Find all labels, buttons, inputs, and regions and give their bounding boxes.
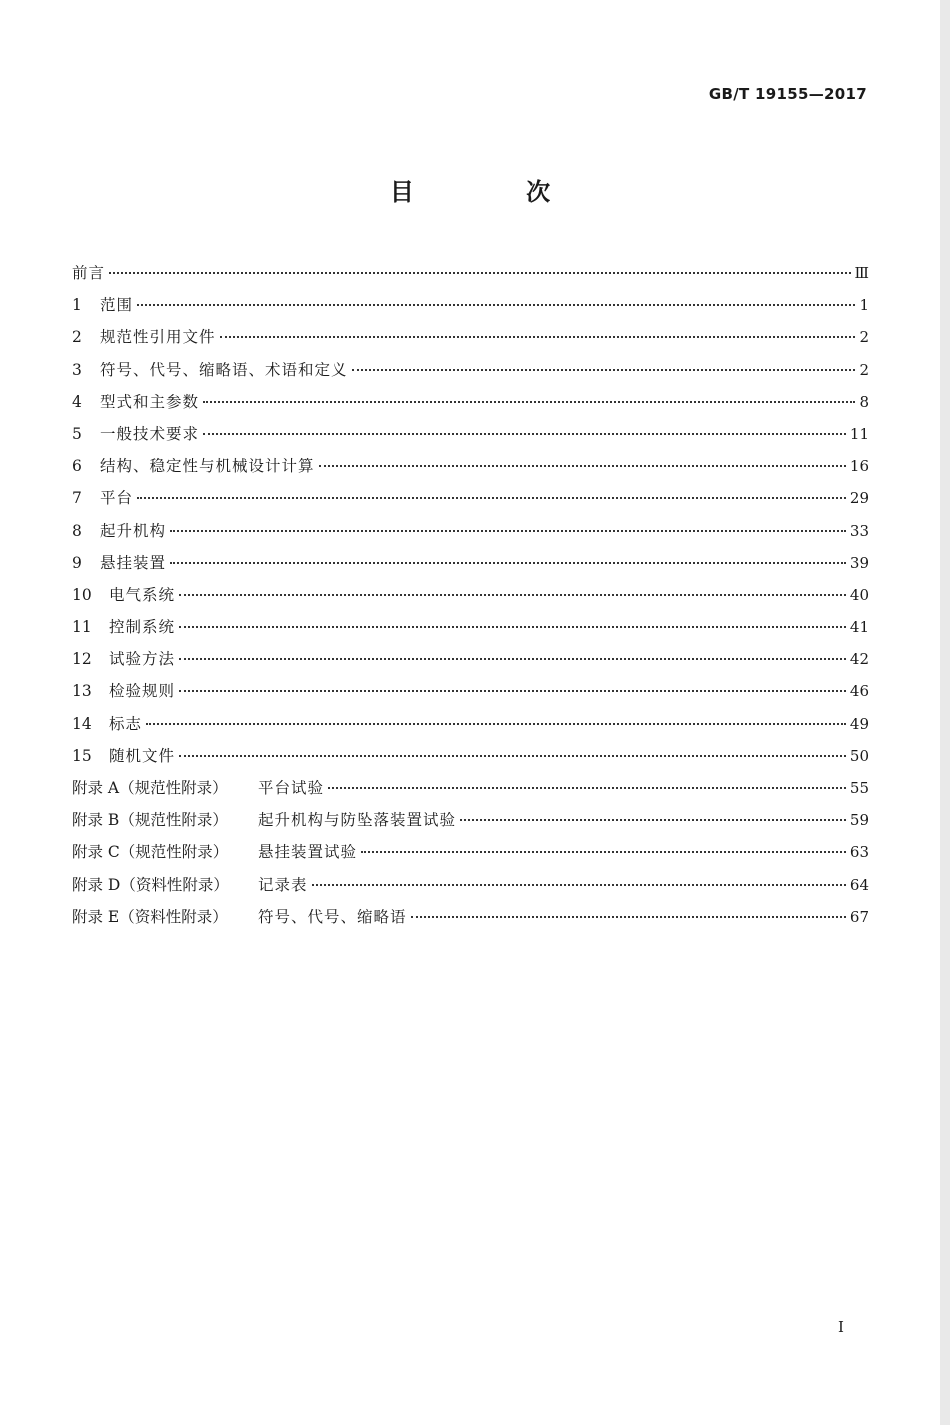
dot-leader (179, 594, 846, 596)
toc-entry-label: 结构、稳定性与机械设计计算 (100, 457, 315, 476)
toc-entry-page: 39 (849, 553, 869, 572)
toc-entry-label: 起升机构与防坠落装置试验 (258, 811, 457, 830)
toc-entry-number: 3 (72, 360, 82, 379)
toc-entry-label: 平台 (100, 489, 134, 508)
toc-entry[interactable] (72, 740, 869, 772)
dot-leader (109, 272, 851, 274)
toc-entry-page: 16 (849, 457, 869, 476)
toc-entry-number: 14 (72, 714, 92, 733)
dot-leader (411, 916, 846, 918)
toc-entry-label: 记录表 (258, 875, 308, 894)
toc-entry-page: 46 (849, 682, 869, 701)
page-number: I (838, 1318, 844, 1336)
dot-leader (179, 755, 846, 757)
toc-entry-number: 13 (72, 682, 92, 701)
toc-entry[interactable] (72, 643, 869, 675)
dot-leader (146, 723, 846, 725)
toc-entry[interactable] (72, 547, 869, 579)
toc-entry-number: 8 (72, 521, 82, 540)
toc-entry-number: 附录 B（规范性附录） (72, 811, 228, 830)
page-title: 目 次 (389, 178, 603, 206)
toc-entry[interactable] (72, 482, 869, 514)
toc-entry-page: 40 (849, 585, 869, 604)
toc-entry[interactable] (72, 321, 869, 353)
dot-leader (352, 369, 856, 371)
toc-entry[interactable] (72, 772, 869, 804)
dot-leader (179, 626, 846, 628)
toc-entry-label: 电气系统 (109, 585, 176, 604)
toc-entry[interactable] (72, 611, 869, 643)
toc-entry-number: 2 (72, 328, 82, 347)
toc-entry-number: 10 (72, 585, 92, 604)
table-of-contents (72, 257, 869, 933)
toc-entry-page: 59 (849, 811, 869, 830)
toc-entry-page: 11 (849, 424, 869, 443)
standard-code: GB/T 19155—2017 (708, 85, 867, 103)
toc-entry-page: 42 (849, 650, 869, 669)
toc-entry-label: 随机文件 (109, 746, 176, 765)
dot-leader (328, 787, 846, 789)
toc-entry-number: 附录 A（规范性附录） (72, 779, 228, 797)
toc-entry-page: 33 (849, 521, 869, 540)
toc-entry-label: 型式和主参数 (100, 392, 200, 411)
toc-entry[interactable] (72, 675, 869, 707)
toc-entry-page: 55 (849, 779, 869, 797)
toc-entry[interactable] (72, 869, 869, 901)
dot-leader (137, 497, 846, 499)
toc-entry-page: 63 (849, 843, 869, 862)
toc-entry-label: 符号、代号、缩略语 (258, 907, 407, 926)
toc-entry-label: 检验规则 (109, 682, 176, 701)
toc-entry-label: 范围 (100, 296, 134, 315)
toc-entry-page: 1 (859, 296, 869, 315)
toc-entry[interactable] (72, 289, 869, 321)
toc-entry-page: 49 (849, 714, 869, 733)
toc-entry-label: 标志 (109, 714, 143, 733)
toc-entry-label: 前言 (72, 264, 106, 282)
toc-entry-label: 符号、代号、缩略语、术语和定义 (100, 360, 348, 379)
dot-leader (170, 530, 846, 532)
toc-entry-page: 8 (859, 392, 869, 411)
toc-entry-number: 12 (72, 650, 92, 669)
toc-entry-number: 9 (72, 553, 82, 572)
toc-entry-number: 附录 D（资料性附录） (72, 875, 229, 894)
dot-leader (203, 401, 855, 403)
toc-entry-page: 2 (859, 360, 869, 379)
toc-entry-page: 64 (849, 875, 869, 894)
toc-entry-label: 规范性引用文件 (100, 328, 216, 347)
toc-entry-number: 7 (72, 489, 82, 508)
toc-entry-number: 附录 E（资料性附录） (72, 907, 228, 926)
toc-entry[interactable] (72, 450, 869, 482)
toc-entry[interactable] (72, 418, 869, 450)
toc-entry[interactable] (72, 257, 869, 289)
toc-entry-number: 6 (72, 457, 82, 476)
dot-leader (460, 819, 846, 821)
dot-leader (170, 562, 846, 564)
toc-entry-number: 附录 C（规范性附录） (72, 843, 229, 862)
toc-entry-number: 1 (72, 296, 82, 315)
toc-entry[interactable] (72, 386, 869, 418)
toc-entry-label: 悬挂装置 (100, 553, 167, 572)
toc-entry-label: 悬挂装置试验 (258, 843, 358, 862)
dot-leader (179, 690, 846, 692)
dot-leader (203, 433, 846, 435)
toc-entry-page: 29 (849, 489, 869, 508)
dot-leader (137, 304, 855, 306)
toc-entry[interactable] (72, 354, 869, 386)
toc-entry-label: 一般技术要求 (100, 424, 200, 443)
toc-entry-page: Ⅲ (854, 264, 869, 282)
toc-entry-number: 4 (72, 392, 82, 411)
toc-entry-label: 起升机构 (100, 521, 167, 540)
dot-leader (220, 336, 856, 338)
toc-entry[interactable] (72, 708, 869, 740)
toc-entry-page: 67 (849, 907, 869, 926)
dot-leader (319, 465, 846, 467)
toc-entry[interactable] (72, 901, 869, 933)
toc-entry-label: 试验方法 (109, 650, 176, 669)
dot-leader (312, 884, 846, 886)
toc-entry-page: 2 (859, 328, 869, 347)
toc-entry-number: 15 (72, 746, 92, 765)
toc-entry[interactable] (72, 804, 869, 836)
toc-entry-page: 50 (849, 746, 869, 765)
toc-entry[interactable] (72, 515, 869, 547)
dot-leader (361, 851, 846, 853)
toc-entry-number: 11 (72, 618, 92, 637)
toc-entry-label: 控制系统 (109, 618, 176, 637)
toc-entry[interactable] (72, 836, 869, 868)
dot-leader (179, 658, 846, 660)
toc-entry-label: 平台试验 (258, 779, 325, 797)
toc-entry-number: 5 (72, 424, 82, 443)
toc-entry[interactable] (72, 579, 869, 611)
toc-entry-page: 41 (849, 618, 869, 637)
